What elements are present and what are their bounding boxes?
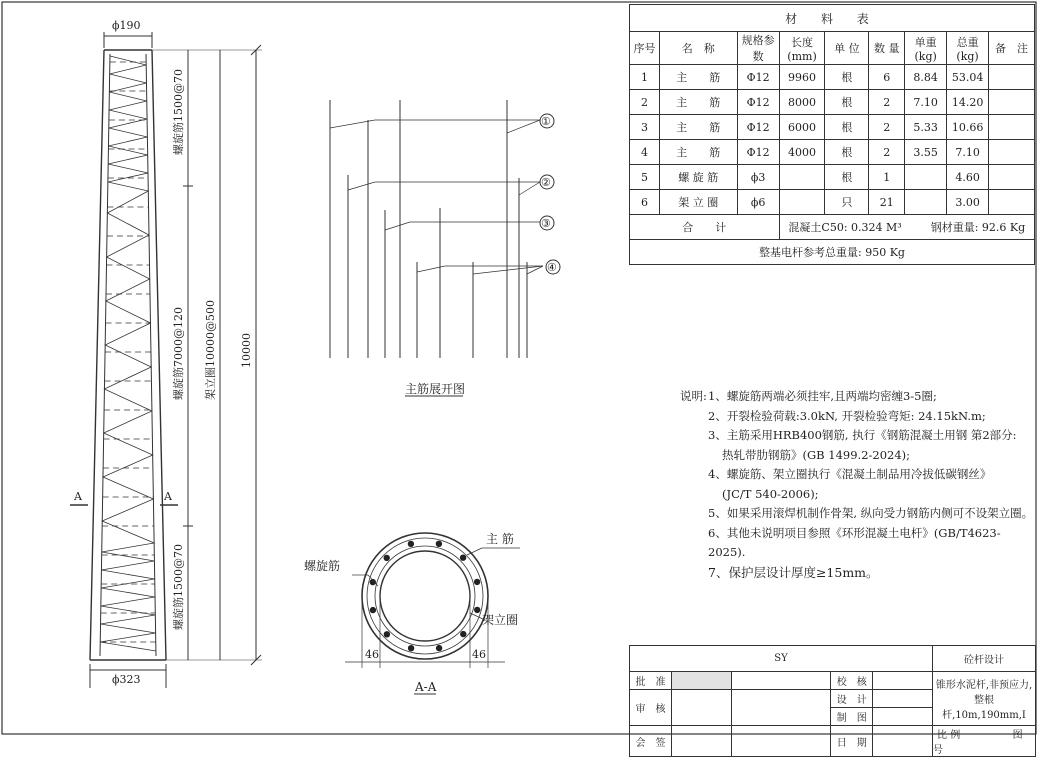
spiral-bottom-label: 螺旋筋1500@70 <box>172 544 185 630</box>
material-cell: 3.55 <box>905 140 947 165</box>
rebar-layout-caption: 主筋展开图 <box>405 382 466 396</box>
check-label: 校 核 <box>831 672 873 690</box>
material-cell: 根 <box>825 115 869 140</box>
material-cell <box>989 165 1035 190</box>
rebar-layout-diagram <box>330 100 560 396</box>
cover-left-dim: 46 <box>365 648 379 661</box>
sign-label: 会 签 <box>630 726 672 757</box>
note-item: (JC/T 540-2006); <box>722 486 819 501</box>
notes-label: 说明: <box>680 389 707 403</box>
note-item: 3、主筋采用HRB400钢筋, 执行《钢筋混凝土用钢 第2部分: <box>708 428 1017 442</box>
material-cell: 14.20 <box>947 90 989 115</box>
header-cell: 长度(mm) <box>779 32 825 65</box>
header-cell: 名 称 <box>659 32 737 65</box>
section-main-bar-label: 主 筋 <box>486 532 514 546</box>
material-cell: 3 <box>630 115 660 140</box>
material-cell: 3.00 <box>947 190 989 215</box>
material-cell: 10.66 <box>947 115 989 140</box>
scale-label: 比 例 <box>937 730 961 741</box>
material-cell: 主 筋 <box>659 65 737 90</box>
cover-right-dim: 46 <box>472 648 486 661</box>
company-name: SY <box>630 646 933 672</box>
review-label: 审 核 <box>630 690 672 726</box>
material-cell: 21 <box>869 190 905 215</box>
title-block <box>629 645 1036 757</box>
spiral-mid-label: 螺旋筋7000@120 <box>172 307 185 400</box>
spiral-top-label: 螺旋筋1500@70 <box>172 69 185 155</box>
material-cell: 6000 <box>779 115 825 140</box>
material-row <box>630 165 1035 190</box>
materials-table-title: 材 料 表 <box>630 5 1035 32</box>
material-cell: 根 <box>825 140 869 165</box>
material-cell <box>905 190 947 215</box>
length-label: 10000 <box>240 333 253 368</box>
main-bar-dot <box>436 541 442 547</box>
main-bar-dot <box>384 631 390 637</box>
steel-weight: 钢材重量: 92.6 Kg <box>930 221 1026 234</box>
material-cell: 1 <box>630 65 660 90</box>
material-cell: 主 筋 <box>659 90 737 115</box>
note-item: 5、如果采用滚焊机制作骨架, 纵向受力钢筋内侧可不设架立圈。 <box>708 506 1034 520</box>
section-mark-left: A <box>74 490 82 503</box>
note-item: 6、其他未说明项目参照《环形混凝土电杆》(GB/T4623-2025). <box>708 525 1001 559</box>
material-cell <box>905 165 947 190</box>
drawing-title: 锥形水泥杆,非预应力,整根杆,10m,190mm,I <box>933 672 1036 726</box>
date-label: 日 期 <box>831 726 873 757</box>
material-row <box>630 65 1035 90</box>
main-bar-dot <box>474 607 480 613</box>
design-label: 设 计 <box>831 690 873 708</box>
approve-label: 批 准 <box>630 672 672 690</box>
material-cell: 6 <box>869 65 905 90</box>
material-cell <box>989 190 1035 215</box>
material-cell: 4000 <box>779 140 825 165</box>
drawing-no-label: 图 号 <box>933 730 1023 756</box>
project-name: 砼杆设计 <box>933 646 1036 672</box>
material-cell <box>989 115 1035 140</box>
material-cell: ϕ6 <box>737 190 779 215</box>
material-cell: 主 筋 <box>659 115 737 140</box>
pole-elevation <box>70 32 262 688</box>
material-cell: Φ12 <box>737 90 779 115</box>
callout-2: ② <box>541 176 551 189</box>
material-row <box>630 115 1035 140</box>
material-cell: 根 <box>825 90 869 115</box>
callout-1: ① <box>541 115 551 128</box>
material-cell: 5 <box>630 165 660 190</box>
material-cell: 7.10 <box>947 140 989 165</box>
material-cell: 5.33 <box>905 115 947 140</box>
material-cell: 2 <box>869 90 905 115</box>
section-caption: A-A <box>415 680 437 694</box>
material-row <box>630 90 1035 115</box>
header-cell: 备 注 <box>989 32 1035 65</box>
material-cell: Φ12 <box>737 65 779 90</box>
material-row <box>630 140 1035 165</box>
concrete-volume: 混凝土C50: 0.324 M³ <box>788 221 902 234</box>
material-cell: 8.84 <box>905 65 947 90</box>
material-cell: 2 <box>630 90 660 115</box>
material-cell <box>989 140 1035 165</box>
frame-ring-label: 架立圈10000@500 <box>204 300 217 400</box>
material-cell: 6 <box>630 190 660 215</box>
header-cell: 单 位 <box>825 32 869 65</box>
header-cell: 规格参数 <box>737 32 779 65</box>
material-cell: 9960 <box>779 65 825 90</box>
header-cell: 单重(kg) <box>905 32 947 65</box>
section-spiral-label: 螺旋筋 <box>304 559 341 573</box>
material-cell: 4 <box>630 140 660 165</box>
material-cell: 1 <box>869 165 905 190</box>
main-bar-dot <box>460 555 466 561</box>
main-bar-dot <box>474 579 480 585</box>
material-cell <box>989 65 1035 90</box>
header-cell: 总重(kg) <box>947 32 989 65</box>
material-cell: 7.10 <box>905 90 947 115</box>
note-item: 1、螺旋筋两端必须挂牢,且两端均密缠3-5圈; <box>708 389 937 403</box>
material-cell <box>779 190 825 215</box>
material-cell: 主 筋 <box>659 140 737 165</box>
material-cell: 2 <box>869 140 905 165</box>
header-cell: 数 量 <box>869 32 905 65</box>
total-label: 合 计 <box>630 215 780 240</box>
total-weight: 整基电杆参考总重量: 950 Kg <box>630 240 1035 265</box>
material-cell: 螺 旋 筋 <box>659 165 737 190</box>
note-item: 热轧带肋钢筋》(GB 1499.2-2024); <box>722 447 911 462</box>
main-bar-dot <box>370 607 376 613</box>
material-cell: ϕ3 <box>737 165 779 190</box>
note-item: 2、开裂检验荷载:3.0kN, 开裂检验弯矩: 24.15kN.m; <box>708 408 986 423</box>
top-diameter-label: ϕ190 <box>112 19 141 32</box>
main-bar-dot <box>408 541 414 547</box>
material-cell <box>989 90 1035 115</box>
note-item: 7、保护层设计厚度≥15mm。 <box>708 564 879 580</box>
header-cell: 序号 <box>630 32 660 65</box>
bottom-diameter-label: ϕ323 <box>112 673 141 686</box>
materials-table <box>629 4 1035 265</box>
redacted-signature <box>671 672 731 690</box>
section-mark-right: A <box>164 490 172 503</box>
material-cell: Φ12 <box>737 140 779 165</box>
main-bar-dot <box>460 631 466 637</box>
material-cell: 架 立 圈 <box>659 190 737 215</box>
main-bar-dot <box>436 645 442 651</box>
main-bar-dot <box>384 555 390 561</box>
total-values <box>779 215 1034 240</box>
draw-label: 制 图 <box>831 708 873 726</box>
material-cell: Φ12 <box>737 115 779 140</box>
material-cell: 根 <box>825 165 869 190</box>
material-cell: 8000 <box>779 90 825 115</box>
material-cell <box>779 165 825 190</box>
material-row <box>630 190 1035 215</box>
material-cell: 53.04 <box>947 65 989 90</box>
main-bar-dot <box>408 645 414 651</box>
material-cell: 2 <box>869 115 905 140</box>
material-cell: 4.60 <box>947 165 989 190</box>
design-notes <box>680 387 1038 582</box>
material-cell: 根 <box>825 65 869 90</box>
section-frame-ring-label: 架立圈 <box>482 613 519 627</box>
callout-4: ④ <box>547 261 557 274</box>
callout-3: ③ <box>541 217 551 230</box>
material-cell: 只 <box>825 190 869 215</box>
note-item: 4、螺旋筋、架立圈执行《混凝土制品用冷拔低碳钢丝》 <box>708 467 992 481</box>
